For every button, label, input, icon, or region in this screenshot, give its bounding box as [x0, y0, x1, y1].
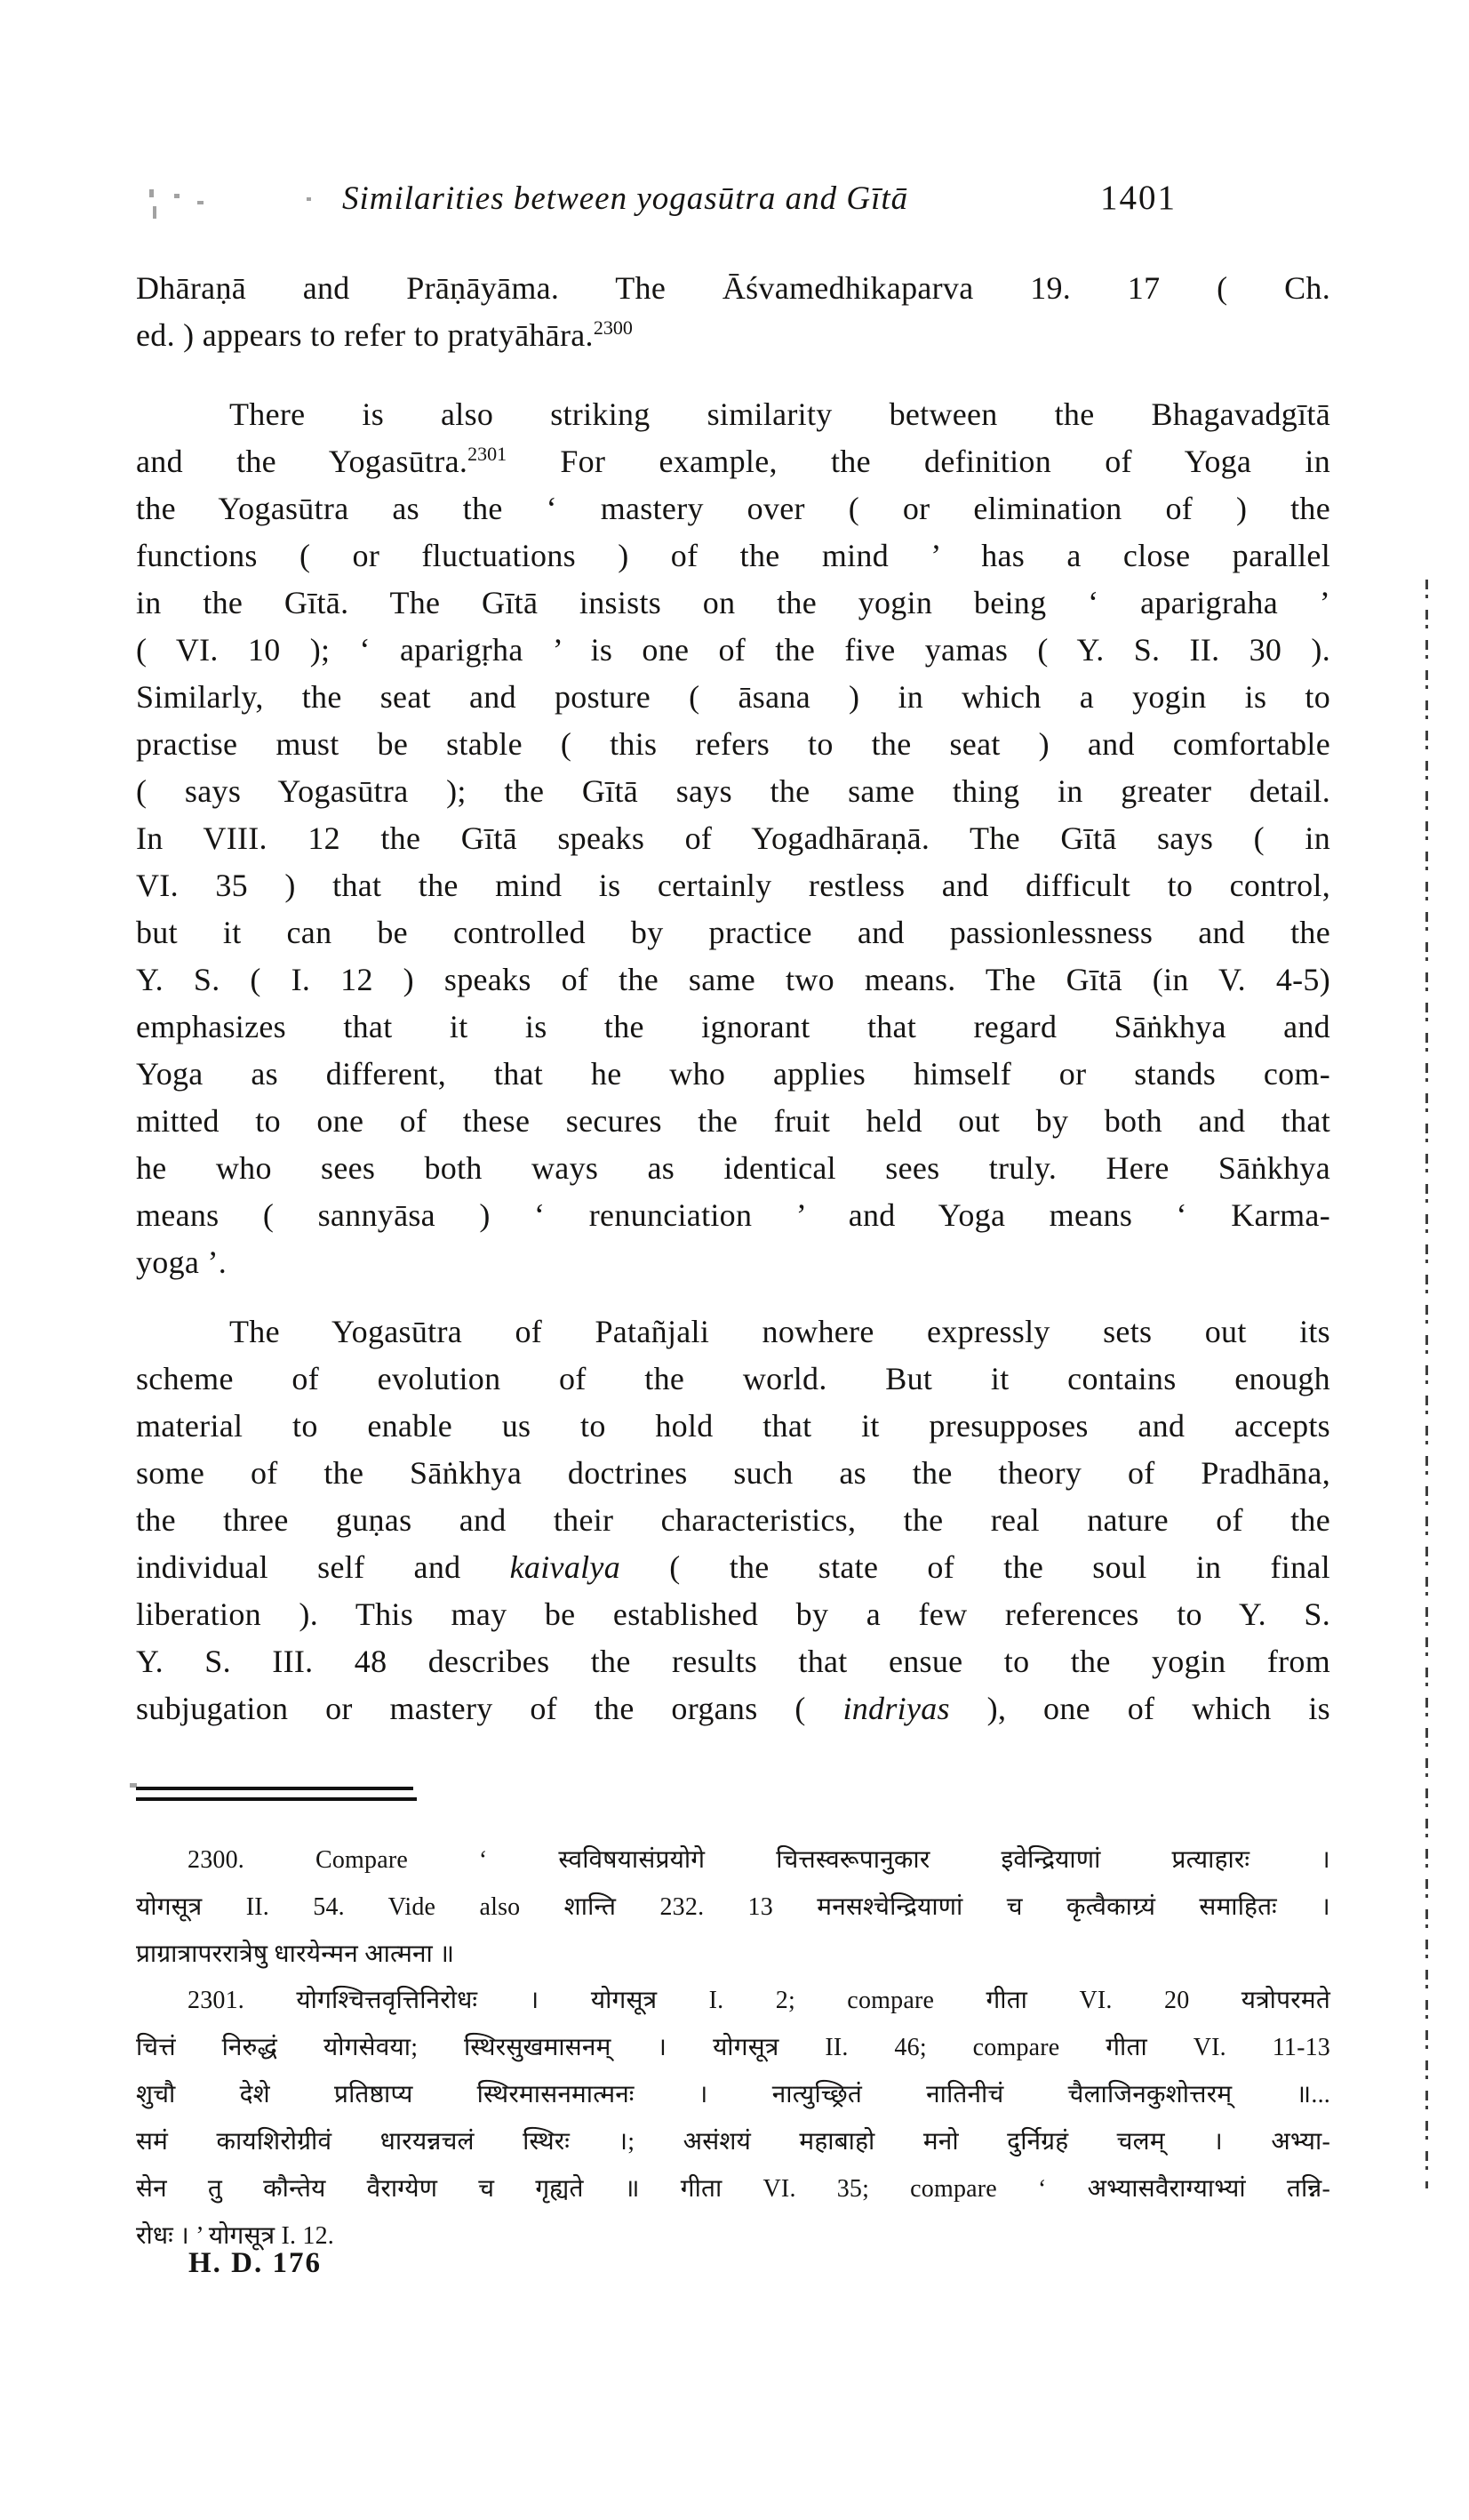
text-line [136, 1544, 1330, 1591]
running-header-title: Similarities between yogasūtra and Gītā [342, 180, 909, 217]
text-line: ( VI. 10 ); ‘ aparigṛha ’ is one of the five yamas ( Y. S. II. 30 ). [136, 632, 1330, 668]
scan-speck [130, 1783, 137, 1788]
text-line: material to enable us to hold that it presupposes and accepts [136, 1408, 1330, 1444]
text-segment: and the Yogasūtra. [136, 444, 468, 479]
footnote-separator-rule-bottom [136, 1797, 417, 1801]
text-segment: subjugation or mastery of the organs ( [136, 1691, 806, 1726]
text-line: he who sees both ways as identical sees truly. Here Sāṅkhya [136, 1150, 1330, 1186]
text-line: the Yogasūtra as the ‘ mastery over ( or elimination of ) the [136, 491, 1330, 526]
text-line: emphasizes that it is the ignorant that regard Sāṅkhya and [136, 1009, 1330, 1044]
italic-term-indriyas: indriyas [842, 1691, 950, 1726]
footnote-ref-2301: 2301 [467, 443, 507, 465]
text-line: Similarly, the seat and posture ( āsana ) in which a yogin is to [136, 679, 1330, 715]
footnote-line: प्राग्रात्रापररात्रेषु धारयेन्मन आत्मना ॥ [136, 1940, 455, 1968]
text-line [136, 438, 1330, 485]
footnote-2301 [136, 1977, 1330, 2260]
text-segment: For example, the definition of Yoga in [560, 444, 1330, 479]
text-line: yoga ’. [136, 1244, 228, 1280]
text-line: some of the Sāṅkhya doctrines such as the theory of Pradhāna, [136, 1455, 1330, 1491]
text-segment: ), one of which is [986, 1691, 1330, 1726]
scan-speck [307, 197, 311, 201]
text-line: ( says Yogasūtra ); the Gītā says the same thing in greater detail. [136, 773, 1330, 809]
text-line: Dhāraṇā and Prāṇāyāma. The Āśvamedhikaparva 19. 17 ( Ch. [136, 270, 1330, 306]
paragraph-yogasutra-evolution [136, 1308, 1330, 1732]
footnote-line: योगसूत्र II. 54. Vide also शान्ति 232. 13 मनसश्चेन्द्रियाणां च कृत्वैकाग्र्यं समाहितः । [136, 1893, 1330, 1921]
text-line: In VIII. 12 the Gītā speaks of Yogadhāraṇā. The Gītā says ( in [136, 820, 1330, 856]
footnote-line: 2300. Compare ‘ स्वविषयासंप्रयोगे चित्तस्वरूपानुकार इवेन्द्रियाणां प्रत्याहारः । [188, 1846, 1330, 1874]
footnote-line: शुचौ देशे प्रतिष्ठाप्य स्थिरमासनमात्मनः । नात्युच्छ्रितं नातिनीचं चैलाजिनकुशोत्तरम् ॥... [136, 2081, 1330, 2108]
text-line: the three guṇas and their characteristics, the real nature of the [136, 1502, 1330, 1538]
italic-term-kaivalya: kaivalya [509, 1549, 620, 1585]
text-segment: ed. ) appears to refer to pratyāhāra. [136, 317, 594, 353]
footnote-separator-rule-top [136, 1787, 413, 1790]
scan-speck [174, 194, 180, 198]
footnote-line: समं कायशिरोग्रीवं धारयन्नचलं स्थिरः ।; असंशयं महाबाहो मनो दुर्निग्रहं चलम् । अभ्या- [136, 2128, 1330, 2156]
text-line: practise must be stable ( this refers to the seat ) and comfortable [136, 726, 1330, 762]
text-segment: ( the state of the soul in final [669, 1549, 1330, 1585]
text-line: functions ( or fluctuations ) of the mind ’ has a close parallel [136, 538, 1330, 573]
scan-speck [149, 189, 154, 197]
text-line [136, 1685, 1330, 1732]
footnote-ref-2300: 2300 [593, 316, 633, 339]
text-line: scheme of evolution of the world. But it contains enough [136, 1361, 1330, 1396]
text-segment: individual self and [136, 1549, 461, 1585]
footnote-line: रोधः । ’ योगसूत्र I. 12. [136, 2222, 335, 2250]
page-number: 1401 [1100, 179, 1177, 217]
volume-signature: H. D. 176 [188, 2247, 322, 2279]
text-line: Y. S. III. 48 describes the results that ensue to the yogin from [136, 1644, 1330, 1679]
footnote-line: 2301. योगश्चित्तवृत्तिनिरोधः । योगसूत्र I. 2; compare गीता VI. 20 यत्रोपरमते [188, 1987, 1330, 2014]
text-line: in the Gītā. The Gītā insists on the yogin being ‘ aparigraha ’ [136, 585, 1330, 620]
paragraph-gita-similarity [136, 391, 1330, 1286]
text-line: mitted to one of these secures the fruit held out by both and that [136, 1103, 1330, 1139]
text-line: liberation ). This may be established by a few references to Y. S. [136, 1596, 1330, 1632]
text-line: Yoga as different, that he who applies himself or stands com- [136, 1056, 1330, 1092]
text-line: but it can be controlled by practice and passionlessness and the [136, 915, 1330, 950]
footnote-2300 [136, 1836, 1330, 1978]
scan-speck [197, 201, 204, 204]
text-line: Y. S. ( I. 12 ) speaks of the same two means. The Gītā (in V. 4-5) [136, 962, 1330, 997]
text-line: means ( sannyāsa ) ‘ renunciation ’ and Yoga means ‘ Karma- [136, 1197, 1330, 1233]
footnote-line: सेन तु कौन्तेय वैराग्येण च गृह्यते ॥ गीता VI. 35; compare ‘ अभ्यासवैराग्याभ्यां तन्नि- [136, 2175, 1330, 2203]
text-line: The Yogasūtra of Patañjali nowhere expressly sets out its [229, 1314, 1330, 1349]
text-line [136, 312, 1330, 359]
footnote-line: चित्तं निरुद्धं योगसेवया; स्थिरसुखमासनम् । योगसूत्र II. 46; compare गीता VI. 11-13 [136, 2034, 1330, 2061]
text-line: VI. 35 ) that the mind is certainly restless and difficult to control, [136, 868, 1330, 903]
paragraph-opening [136, 265, 1330, 359]
scan-speck [153, 206, 156, 219]
text-line: There is also striking similarity between the Bhagavadgītā [229, 396, 1330, 432]
scan-artifact-vertical-line [1425, 580, 1428, 2188]
